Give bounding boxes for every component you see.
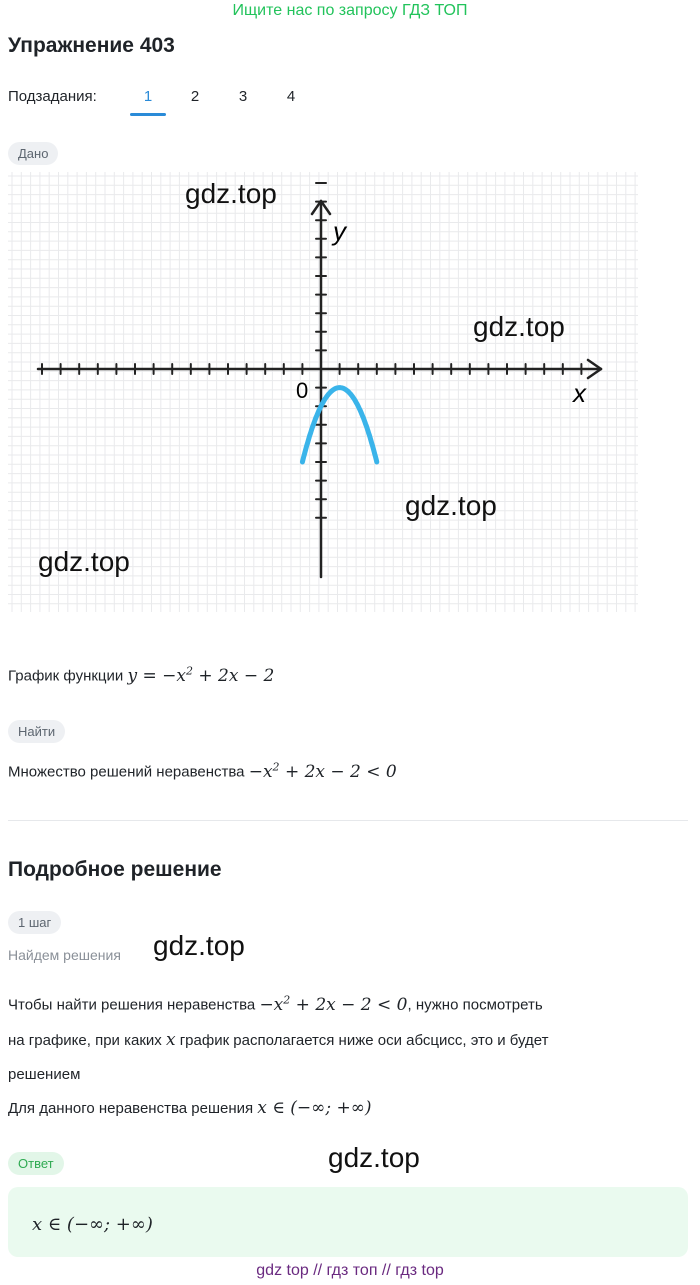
answer-formula: x ∈ (−∞; +∞) [32, 1214, 153, 1235]
find-pill: Найти [8, 720, 65, 743]
section-divider [8, 820, 688, 821]
page-title: Упражнение 403 [8, 34, 175, 57]
watermark: gdz.top [328, 1142, 420, 1173]
subtask-tab-4[interactable]: 4 [286, 88, 296, 105]
find-formula: $-x^2 + 2x - 2 < 0$ [248, 760, 397, 782]
given-text: График функции $y = -x^2 + 2x - 2$ [8, 664, 275, 686]
given-formula: $y = -x^2 + 2x - 2$ [127, 664, 275, 686]
y-axis-label: y [333, 216, 346, 246]
solution-formula: x ∈ (−∞; +∞) [257, 1098, 372, 1118]
origin-label: 0 [296, 378, 309, 403]
footer-links[interactable]: gdz top // гдз топ // гдз top [256, 1262, 444, 1279]
active-tab-indicator [130, 113, 166, 116]
subtasks-label: Подзадания: [8, 88, 97, 105]
solution-text: Для данного неравенства решения x ∈ (−∞; +∞) [8, 1098, 372, 1118]
x-axis-arrow [588, 369, 601, 378]
find-text: Множество решений неравенства $-x^2 + 2x - 2 < 0$ [8, 760, 397, 782]
step-formula: $-x^2 + 2x - 2 < 0$ [259, 993, 408, 1015]
watermark: gdz.top [185, 178, 277, 209]
watermark: gdz.top [473, 311, 565, 342]
answer-pill: Ответ [8, 1152, 64, 1175]
solution-title: Подробное решение [8, 858, 222, 881]
step-title: Найдем решения [8, 947, 121, 963]
given-pill: Дано [8, 142, 58, 165]
step-paragraph: Чтобы найти решения неравенства $-x^2 + 2x - 2 < 0$, нужно посмотреть на графике, при каких x график располагается ниже оси абсцисс, это и будет решением [8, 993, 549, 1083]
x-axis-arrow [588, 360, 601, 369]
y-axis-arrow [312, 201, 321, 214]
watermark: gdz.top [405, 490, 497, 521]
subtask-tab-1[interactable]: 1 [143, 88, 153, 105]
step-pill: 1 шаг [8, 911, 61, 934]
graph-axes [38, 172, 601, 577]
subtask-tab-3[interactable]: 3 [238, 88, 248, 105]
watermark: gdz.top [38, 546, 130, 577]
watermark: gdz.top [153, 930, 245, 961]
top-banner: Ищите нас по запросу ГДЗ ТОП [232, 2, 468, 19]
x-axis-label: x [573, 378, 586, 408]
subtask-tab-2[interactable]: 2 [190, 88, 200, 105]
